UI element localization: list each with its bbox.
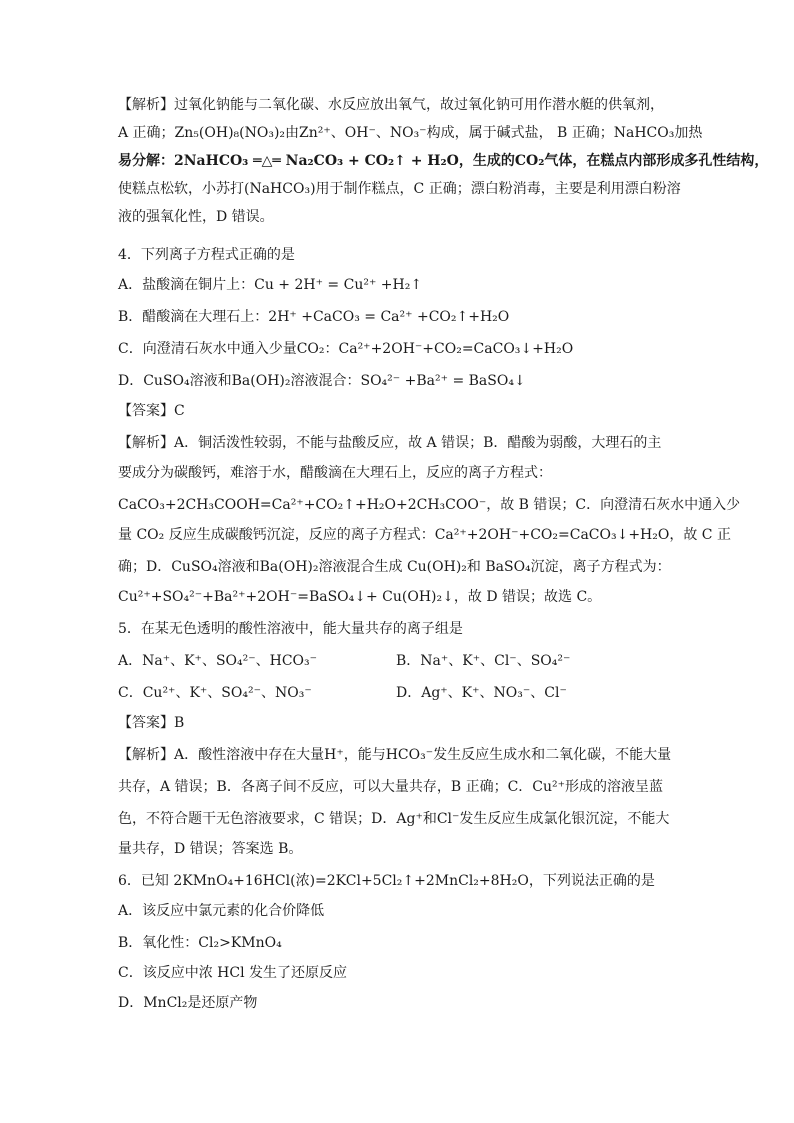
- question-4-analysis-line: 【解析】A．铜活泼性较弱，不能与盐酸反应，故 A 错误；B．醋酸为弱酸，大理石的主: [118, 435, 662, 451]
- question-4-option-c: C．向澄清石灰水中通入少量CO₂：Ca²⁺+2OH⁻+CO₂=CaCO₃↓+H₂O: [118, 341, 574, 357]
- analysis3-line: 易分解：2NaHCO₃ ═△═ Na₂CO₃ + CO₂↑ + H₂O，生成的CO₂气体，在糕点内部形成多孔性结构，: [118, 153, 769, 169]
- question-5-option-b: B．Na⁺、K⁺、Cl⁻、SO₄²⁻: [396, 653, 571, 669]
- question-5-analysis-line: 量共存，D 错误；答案选 B。: [118, 841, 303, 857]
- question-4-option-a: A．盐酸滴在铜片上：Cu + 2H⁺ = Cu²⁺ +H₂↑: [118, 277, 423, 293]
- question-4-stem: 4．下列离子方程式正确的是: [118, 247, 295, 263]
- question-4-answer: 【答案】C: [118, 403, 185, 419]
- question-4-analysis-line: 要成分为碳酸钙，难溶于水，醋酸滴在大理石上，反应的离子方程式：: [118, 465, 552, 481]
- question-4-analysis-line: 确；D．CuSO₄溶液和Ba(OH)₂溶液混合生成 Cu(OH)₂和 BaSO₄沉淀，离子方程式为：: [118, 559, 671, 575]
- question-5-analysis-line: 共存，A 错误；B．各离子间不反应，可以大量共存，B 正确；C．Cu²⁺形成的溶液呈蓝: [118, 779, 664, 795]
- question-6-stem: 6．已知 2KMnO₄+16HCl(浓)=2KCl+5Cl₂↑+2MnCl₂+8H₂O，下列说法正确的是: [118, 873, 655, 889]
- question-4-analysis-line: 量 CO₂ 反应生成碳酸钙沉淀，反应的离子方程式：Ca²⁺+2OH⁻+CO₂=CaCO₃↓+H₂O，故 C 正: [118, 527, 731, 543]
- question-4-option-b: B．醋酸滴在大理石上：2H⁺ +CaCO₃ = Ca²⁺ +CO₂↑+H₂O: [118, 309, 510, 325]
- question-5-option-a: A．Na⁺、K⁺、SO₄²⁻、HCO₃⁻: [118, 653, 318, 669]
- question-6-option-a: A．该反应中氯元素的化合价降低: [118, 903, 325, 919]
- question-6-option-d: D．MnCl₂是还原产物: [118, 995, 258, 1011]
- question-4-option-d: D．CuSO₄溶液和Ba(OH)₂溶液混合：SO₄²⁻ +Ba²⁺ = BaSO₄↓: [118, 373, 526, 389]
- analysis3-line: 液的强氧化性，D 错误。: [118, 209, 274, 225]
- analysis3-line: A 正确；Zn₅(OH)₈(NO₃)₂由Zn²⁺、OH⁻、NO₃⁻构成，属于碱式盐， B 正确；NaHCO₃加热: [118, 125, 703, 141]
- analysis3-line: 【解析】过氧化钠能与二氧化碳、水反应放出氧气，故过氧化钠可用作潜水艇的供氧剂，: [118, 97, 664, 113]
- question-4-analysis-line: CaCO₃+2CH₃COOH=Ca²⁺+CO₂↑+H₂O+2CH₃COO⁻，故 B 错误；C．向澄清石灰水中通入少: [118, 497, 741, 513]
- analysis3-line: 使糕点松软，小苏打(NaHCO₃)用于制作糕点，C 正确；漂白粉消毒，主要是利用漂白粉溶: [118, 181, 681, 197]
- question-5-option-c: C．Cu²⁺、K⁺、SO₄²⁻、NO₃⁻: [118, 685, 312, 701]
- question-5-stem: 5．在某无色透明的酸性溶液中，能大量共存的离子组是: [118, 621, 463, 637]
- question-4-analysis-line: Cu²⁺+SO₄²⁻+Ba²⁺+2OH⁻=BaSO₄↓+ Cu(OH)₂↓，故 D 错误；故选 C。: [118, 589, 602, 605]
- question-5-answer: 【答案】B: [118, 715, 185, 731]
- question-5-option-d: D．Ag⁺、K⁺、NO₃⁻、Cl⁻: [396, 685, 567, 701]
- question-6-option-b: B．氧化性：Cl₂>KMnO₄: [118, 935, 282, 951]
- question-5-analysis-line: 【解析】A．酸性溶液中存在大量H⁺，能与HCO₃⁻发生反应生成水和二氧化碳，不能大量: [118, 747, 672, 763]
- question-5-analysis-line: 色，不符合题干无色溶液要求，C 错误；D．Ag⁺和Cl⁻发生反应生成氯化银沉淀，不能大: [118, 811, 670, 827]
- question-6-option-c: C．该反应中浓 HCl 发生了还原反应: [118, 965, 348, 981]
